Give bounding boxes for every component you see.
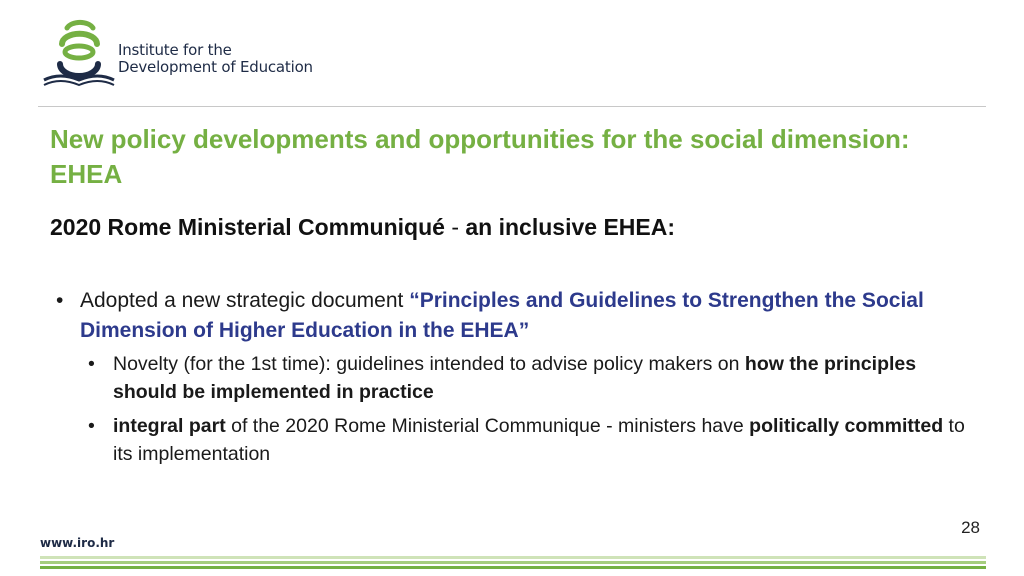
bullet-adopted-document [50,286,980,346]
page-number: 28 [961,518,980,537]
sub2-text1: of the 2020 Rome Ministerial Communique - ministers have [225,415,750,437]
footer-stripes [40,556,986,571]
website-url: www.iro.hr [40,536,115,550]
sub1-bold: how the principles should be implemented in practice [113,353,917,403]
subtitle-part2: an inclusive EHEA: [465,214,676,240]
sub2-bold2: politically committed [749,415,944,437]
sub-bullet-novelty [50,350,980,406]
bullet-list [50,286,980,474]
header-divider [38,106,986,107]
institute-name-line1: Institute for the [118,41,232,59]
bullet1-document-title: “Principles and Guidelines to Strengthen the Social Dimension of Higher Education in the EHEA” [80,289,924,342]
subtitle-separator: - [444,214,466,240]
institute-logo-icon [40,14,118,90]
institute-name-line2: Development of Education [118,58,313,76]
bullet1-text: Adopted a new strategic document [80,289,410,312]
sub2-bold1: integral part [113,415,226,437]
sub2-text2: to its implementation [113,415,965,465]
subtitle-part1: 2020 Rome Ministerial Communiqué [50,214,445,240]
slide-title: New policy developments and opportunities for the social dimension: EHEA [50,124,910,189]
footer-stripe-dark [40,566,986,569]
sub1-text: Novelty (for the 1st time): guidelines intended to advise policy makers on [113,353,745,375]
footer-stripe-light [40,556,986,559]
institute-name [118,42,313,76]
slide-subtitle [50,212,950,242]
sub-bullet-list [50,350,980,468]
sub-bullet-integral-part [50,412,980,468]
footer-stripe-mid [40,561,986,564]
